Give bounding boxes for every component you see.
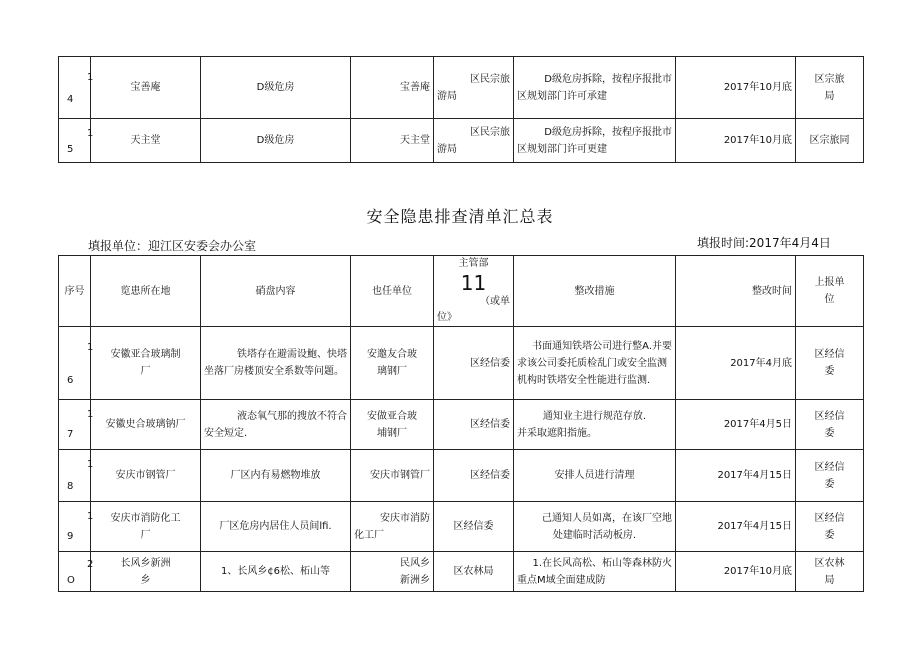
report-cell: 区农林 局 (796, 552, 864, 592)
header-content: 硝盘内容 (201, 256, 351, 327)
report-cell: 区经信 委 (796, 450, 864, 502)
measure-cell: D级危房拆除，按程序报批市 区规划部门许可承建 (514, 57, 676, 119)
report-cell: 区宗旅 局 (796, 57, 864, 119)
header-location: 览患所在地 (91, 256, 201, 327)
unit-cell: 安邀友合玻 璃钢厂 (351, 327, 434, 400)
header-measure: 整改措施 (514, 256, 676, 327)
row-number: 1 9 (59, 502, 91, 552)
content-cell: 1、长风乡¢6松、柘山等 (201, 552, 351, 592)
table-row (59, 327, 864, 400)
table-row (59, 450, 864, 502)
unit-cell: 安庆市钢管厂 (351, 450, 434, 502)
measure-cell: 书面通知铁塔公司进行整A.并要 求该公司委托质检乱门或安全监测 机构时铁塔安全性能进行监测. (514, 327, 676, 400)
unit-cell: 天主堂 (351, 119, 434, 163)
hazard-table (58, 255, 864, 592)
table-row (59, 552, 864, 592)
content-cell: D级危房 (201, 57, 351, 119)
measure-cell: 安排人员进行清理 (514, 450, 676, 502)
content-cell: 液态氧气那的搜放不符合 安全短定. (201, 400, 351, 450)
header-no: 序号 (59, 256, 91, 327)
header-report: 上报单 位 (796, 256, 864, 327)
measure-cell: 1.在长风高松、柘山等森林防火 重点M域全面建成防 (514, 552, 676, 592)
measure-cell: D级危房拆除，按程序报批市 区规划部门许可更建 (514, 119, 676, 163)
dept-cell: 区经信委 (434, 400, 514, 450)
dept-cell: 区民宗旅 游局 (434, 57, 514, 119)
row-number: 1 7 (59, 400, 91, 450)
row-number: 1 5 (59, 119, 91, 163)
time-cell: 2017年10月底 (676, 119, 796, 163)
location-cell: 安徽亚合玻璃制 厂 (91, 327, 201, 400)
dept-cell: 区民宗旅 游局 (434, 119, 514, 163)
row-number: 1 4 (59, 57, 91, 119)
time-cell: 2017年4月底 (676, 327, 796, 400)
table-header-row (59, 256, 864, 327)
time-cell: 2017年10月底 (676, 57, 796, 119)
row-number: 1 8 (59, 450, 91, 502)
content-cell: 铁塔存在避需设鮑、快塔 坐落厂房楼顶安全系数等问题。 (201, 327, 351, 400)
location-cell: 天主堂 (91, 119, 201, 163)
page-title: 安全隐患排查清单汇总表 (366, 207, 554, 226)
dept-cell: 区农林局 (434, 552, 514, 592)
table-row (59, 119, 864, 163)
unit-cell: 安做亚合玻 埔钢厂 (351, 400, 434, 450)
table-row (59, 57, 864, 119)
row-number: 2 O (59, 552, 91, 592)
measure-cell: 己通知人员如离，在该厂空地 处建临时活动板房. (514, 502, 676, 552)
report-cell: 区经信 委 (796, 327, 864, 400)
measure-cell: 通知业主进行规范存放. 并采取遮阳指施。 (514, 400, 676, 450)
header-time: 整改时间 (676, 256, 796, 327)
location-cell: 安徽史合玻璃钠厂 (91, 400, 201, 450)
location-cell: 宝善庵 (91, 57, 201, 119)
location-cell: 安庆市消防化工 厂 (91, 502, 201, 552)
time-cell: 2017年4月15日 (676, 450, 796, 502)
unit-cell: 安庆市消防 化工厂 (351, 502, 434, 552)
location-cell: 安庆市钢管厂 (91, 450, 201, 502)
content-cell: 厂区危房内居住人员间lfi. (201, 502, 351, 552)
dept-cell: 区经信委 (434, 502, 514, 552)
fill-date: 填报时间:2017年4月4日 (697, 236, 831, 250)
report-cell: 区经信 委 (796, 502, 864, 552)
location-cell: 长风乡新洲 乡 (91, 552, 201, 592)
time-cell: 2017年4月5日 (676, 400, 796, 450)
content-cell: 厂区内有易燃物堆放 (201, 450, 351, 502)
report-cell: 区宗旅同 (796, 119, 864, 163)
unit-cell: 民风乡 新洲乡 (351, 552, 434, 592)
content-cell: D级危房 (201, 119, 351, 163)
previous-page-table (58, 56, 864, 163)
unit-cell: 宝善庵 (351, 57, 434, 119)
dept-cell: 区经信委 (434, 450, 514, 502)
time-cell: 2017年10月底 (676, 552, 796, 592)
dept-cell: 区经信委 (434, 327, 514, 400)
table-row (59, 400, 864, 450)
table-row (59, 502, 864, 552)
fill-unit: 填报单位：迎江区安委会办公室 (88, 239, 257, 253)
report-cell: 区经信 委 (796, 400, 864, 450)
header-dept: 主管部 11 （或单 位》 (434, 256, 514, 327)
row-number: 1 6 (59, 327, 91, 400)
header-unit: 也任单位 (351, 256, 434, 327)
time-cell: 2017年4月15日 (676, 502, 796, 552)
